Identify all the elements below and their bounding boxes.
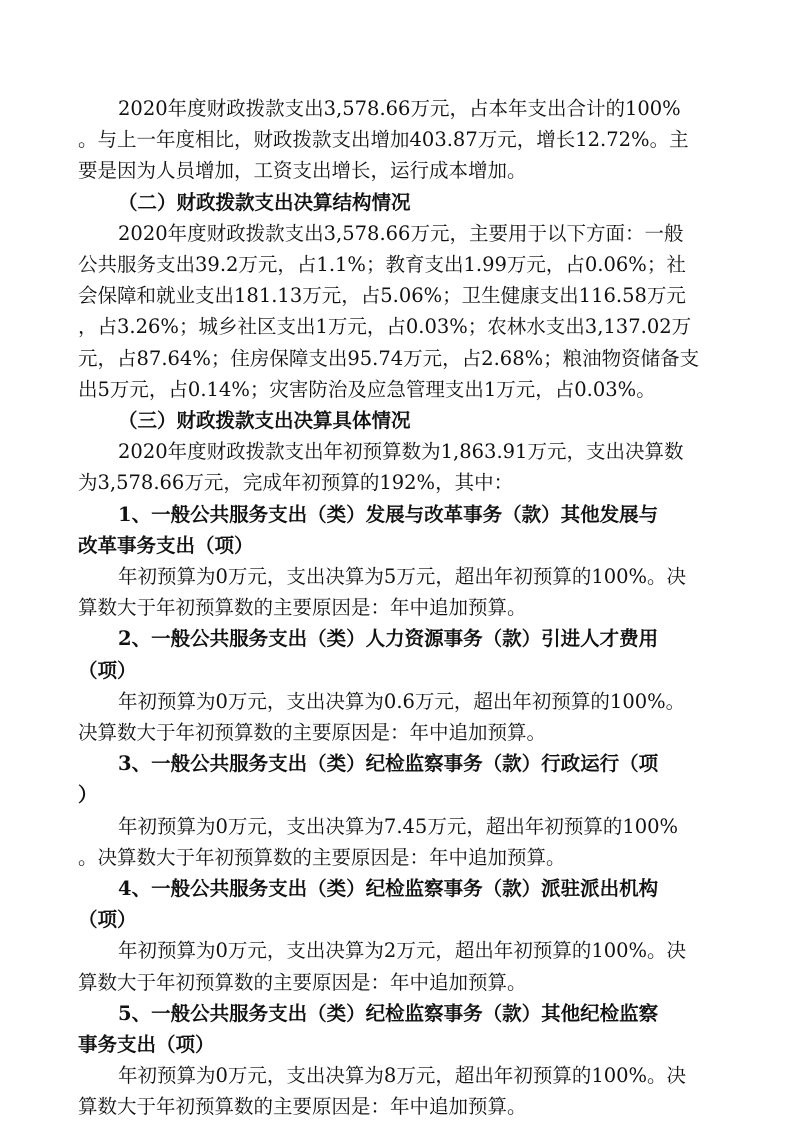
item-heading: 1、一般公共服务支出（类）发展与改革事务（款）其他发展与 — [118, 503, 659, 526]
text-line: 会保障和就业支出181.13万元，占5.06%；卫生健康支出116.58万元 — [78, 284, 686, 307]
text-line: 年初预算为0万元，支出决算为5万元，超出年初预算的100%。决 — [118, 565, 687, 588]
text-line: 出5万元，占0.14%；灾害防治及应急管理支出1万元，占0.03%。 — [78, 378, 656, 401]
item-heading: （项） — [78, 659, 137, 682]
item-heading: 改革事务支出（项） — [78, 534, 254, 557]
item-heading: （项） — [78, 908, 137, 931]
text-line: 年初预算为0万元，支出决算为7.45万元，超出年初预算的100% — [118, 815, 679, 838]
item-heading: 3、一般公共服务支出（类）纪检监察事务（款）行政运行（项 — [118, 752, 659, 775]
text-line: ，占3.26%；城乡社区支出1万元，占0.03%；农林水支出3,137.02万 — [78, 315, 692, 338]
text-line: 公共服务支出39.2万元，占1.1%；教育支出1.99万元，占0.06%；社 — [78, 253, 686, 276]
text-line: 。决算数大于年初预算数的主要原因是：年中追加预算。 — [78, 846, 566, 869]
item-heading: 5、一般公共服务支出（类）纪检监察事务（款）其他纪检监察 — [118, 1002, 659, 1025]
text-line: 。与上一年度相比，财政拨款支出增加403.87万元，增长12.72%。主 — [78, 128, 689, 151]
text-line: 算数大于年初预算数的主要原因是：年中追加预算。 — [78, 971, 527, 994]
text-line: 2020年度财政拨款支出3,578.66万元，主要用于以下方面：一般 — [118, 222, 684, 245]
text-line: 2020年度财政拨款支出年初预算数为1,863.91万元，支出决算数 — [118, 440, 684, 463]
text-line: 年初预算为0万元，支出决算为8万元，超出年初预算的100%。决 — [118, 1064, 687, 1087]
text-line: 年初预算为0万元，支出决算为0.6万元，超出年初预算的100%。 — [118, 690, 686, 713]
text-line: 要是因为人员增加，工资支出增长，运行成本增加。 — [78, 159, 527, 182]
text-line: 2020年度财政拨款支出3,578.66万元，占本年支出合计的100% — [118, 97, 681, 120]
text-line: 年初预算为0万元，支出决算为2万元，超出年初预算的100%。决 — [118, 939, 687, 962]
item-heading: 2、一般公共服务支出（类）人力资源事务（款）引进人才费用 — [118, 627, 659, 650]
text-line: 算数大于年初预算数的主要原因是：年中追加预算。 — [78, 1095, 527, 1118]
item-heading: ） — [78, 783, 98, 806]
text-line: 为3,578.66万元，完成年初预算的192%，其中： — [78, 471, 514, 494]
text-line: 算数大于年初预算数的主要原因是：年中追加预算。 — [78, 596, 527, 619]
section-heading: （二）财政拨款支出决算结构情况 — [118, 191, 411, 214]
item-heading: 4、一般公共服务支出（类）纪检监察事务（款）派驻派出机构 — [118, 877, 659, 900]
section-heading: （三）财政拨款支出决算具体情况 — [118, 409, 411, 432]
text-line: 元，占87.64%；住房保障支出95.74万元，占2.68%；粮油物资储备支 — [78, 347, 700, 370]
item-heading: 事务支出（项） — [78, 1033, 215, 1056]
text-line: 决算数大于年初预算数的主要原因是：年中追加预算。 — [78, 721, 547, 744]
